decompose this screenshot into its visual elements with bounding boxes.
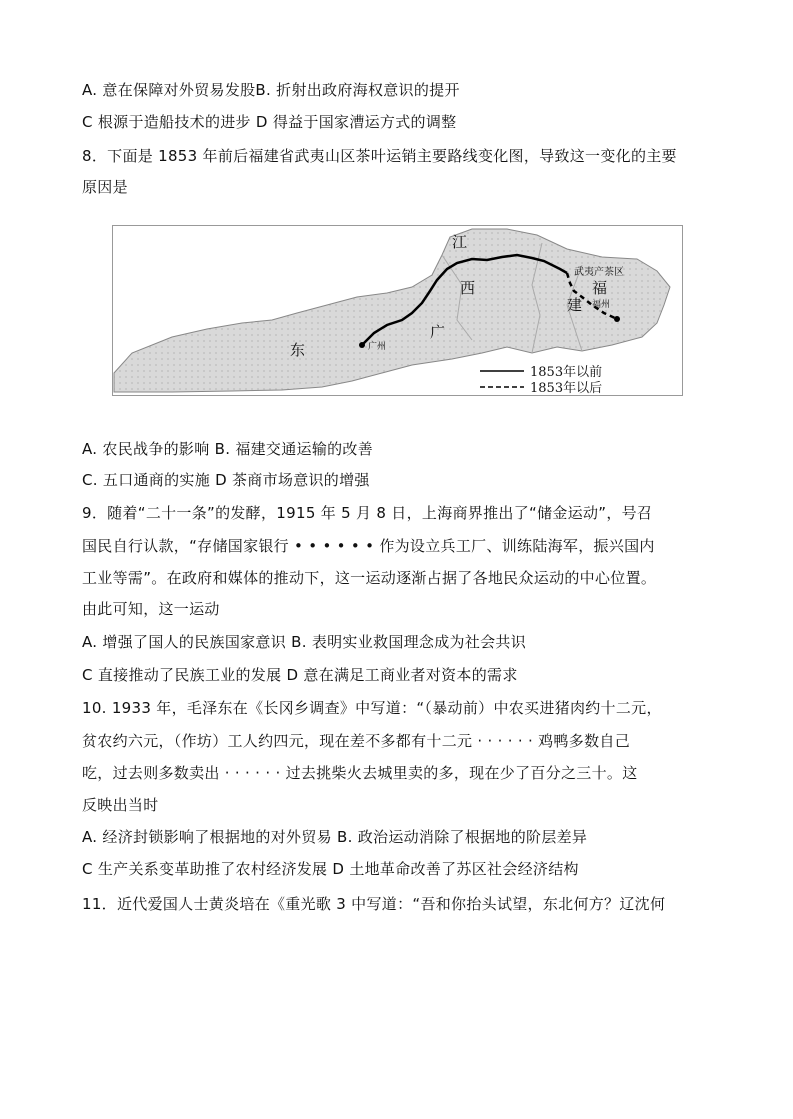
option-line-8cd: C. 五口通商的实施 D 茶商市场意识的增强	[82, 471, 370, 489]
question-11-stem: 11．近代爱国人士黄炎培在《重光歌 3 中写道：“吾和你抬头试望，东北何方？辽沈何	[82, 895, 666, 913]
map-label-fu: 福	[592, 279, 608, 297]
tea-route-map	[112, 225, 683, 396]
map-label-jian: 建	[567, 296, 583, 314]
map-label-jiang: 江	[452, 233, 468, 251]
question-9-stem: 9．随着“二十一条”的发酵，1915 年 5 月 8 日，上海商界推出了“储金运动”，号召	[82, 504, 653, 522]
option-line-9cd: C 直接推动了民族工业的发展 D 意在满足工商业者对资本的需求	[82, 666, 518, 684]
question-8-stem: 8．下面是 1853 年前后福建省武夷山区茶叶运销主要路线变化图，导致这一变化的主要	[82, 147, 677, 165]
option-line-10ab: A. 经济封锁影响了根据地的对外贸易 B. 政治运动消除了根据地的阶层差异	[82, 828, 588, 846]
question-9-stem-2: 国民自行认款，“存储国家银行 • • • • • • 作为设立兵工厂、训练陆海军，振兴国内	[82, 537, 655, 555]
option-line-10cd: C 生产关系变革助推了农村经济发展 D 土地革命改善了苏区社会经济结构	[82, 860, 579, 878]
guangzhou-point	[359, 342, 365, 348]
map-label-wuyi: 武夷产茶区	[574, 267, 624, 278]
map-label-guangzhou: 广州	[368, 342, 387, 352]
question-9-stem-3: 工业等需”。在政府和媒体的推动下，这一运动逐渐占据了各地民众运动的中心位置。	[82, 569, 657, 587]
option-line-7cd: C 根源于造船技术的进步 D 得益于国家漕运方式的调整	[82, 113, 457, 131]
option-line-8ab: A. 农民战争的影响 B. 福建交通运输的改善	[82, 440, 374, 458]
question-10-stem-2: 贫农约六元，（作坊）工人约四元，现在差不多都有十二元 · · · · · · 鸡鸭多数自己	[82, 732, 630, 750]
map-label-dong: 东	[290, 341, 306, 359]
legend-before-label: 1853年以前	[530, 365, 603, 380]
option-line-7ab: A. 意在保障对外贸易发股B. 折射出政府海权意识的提开	[82, 81, 460, 99]
question-9-stem-4: 由此可知，这一运动	[82, 600, 220, 618]
map-label-guang: 广	[430, 323, 446, 341]
question-10-stem-4: 反映出当时	[82, 796, 159, 814]
question-8-stem-cont: 原因是	[82, 178, 128, 196]
map-label-xi: 西	[460, 279, 476, 297]
option-line-9ab: A. 增强了国人的民族国家意识 B. 表明实业救国理念成为社会共识	[82, 633, 527, 651]
legend-after-label: 1853年以后	[530, 381, 603, 396]
question-10-stem: 10. 1933 年，毛泽东在《长冈乡调查》中写道：“（暴动前）中农买进猪肉约十二元，	[82, 699, 662, 717]
map-label-fuzhou: 福州	[592, 300, 611, 310]
fuzhou-point	[614, 316, 620, 322]
question-10-stem-3: 吃，过去则多数卖出 · · · · · · 过去挑柴火去城里卖的多，现在少了百分之三十。这	[82, 764, 638, 782]
